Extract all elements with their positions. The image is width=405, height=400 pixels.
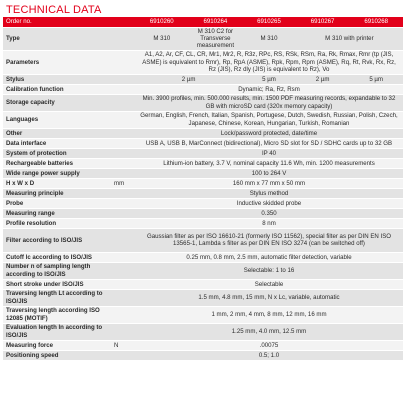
row-value: 2 µm xyxy=(135,74,242,84)
order-number: 6910267 xyxy=(296,17,350,28)
row-label: Positioning speed xyxy=(3,350,111,360)
row-value: M 310 xyxy=(242,28,296,51)
row-label: Measuring principle xyxy=(3,188,111,198)
table-row xyxy=(3,111,403,128)
row-label: Number n of sampling length according to ISO/JIS xyxy=(3,262,111,279)
row-unit: N xyxy=(111,340,135,350)
row-value: 8 nm xyxy=(135,218,403,228)
table-row xyxy=(3,323,403,340)
row-value: 5 µm xyxy=(242,74,296,84)
row-value: 0.5; 1.0 xyxy=(135,350,403,360)
table-row xyxy=(3,28,403,51)
row-value: German, English, French, Italian, Spanish, Portugese, Dutch, Swedish, Russian, Polish, Czech, Japanese, Chinese, Korean, Hungarian, Turkish, Romanian xyxy=(135,111,403,128)
order-number: 6910264 xyxy=(189,17,243,28)
row-label: Evaluation length ln according to ISO/JIS xyxy=(3,323,111,340)
table-row xyxy=(3,50,403,74)
row-value: 2 µm xyxy=(296,74,350,84)
row-label: Profile resolution xyxy=(3,218,111,228)
row-value: 1.5 mm, 4.8 mm, 15 mm, N x Lc, variable, automatic xyxy=(135,289,403,306)
table-row xyxy=(3,148,403,158)
row-label: Cutoff lc according to ISO/JIS xyxy=(3,252,111,262)
table-row xyxy=(3,168,403,178)
row-label: Wide range power supply xyxy=(3,168,111,178)
row-value: Stylus method xyxy=(135,188,403,198)
table-row xyxy=(3,228,403,252)
row-label: Parameters xyxy=(3,50,111,74)
row-label: Traversing length Lt according to ISO/JIS xyxy=(3,289,111,306)
table-row xyxy=(3,84,403,94)
table-row xyxy=(3,262,403,279)
order-number: 6910265 xyxy=(242,17,296,28)
row-value: 5 µm xyxy=(349,74,403,84)
table-row xyxy=(3,289,403,306)
row-label: Filter according to ISO/JIS xyxy=(3,228,111,252)
row-label: Rechargeable batteries xyxy=(3,158,111,168)
table-row xyxy=(3,252,403,262)
table-header-row xyxy=(3,17,403,28)
table-row xyxy=(3,279,403,289)
table-row xyxy=(3,138,403,148)
row-value: 0.25 mm, 0.8 mm, 2.5 mm, automatic filter detection, variable xyxy=(135,252,403,262)
order-number: 6910268 xyxy=(349,17,403,28)
table-row xyxy=(3,74,403,84)
row-label: H x W x D xyxy=(3,178,111,188)
table-row xyxy=(3,158,403,168)
table-row xyxy=(3,340,403,350)
order-number: 6910260 xyxy=(135,17,189,28)
row-value: 0.350 xyxy=(135,208,403,218)
row-value: Dynamic; Ra, Rz, Rsm xyxy=(135,84,403,94)
technical-data-table xyxy=(3,17,403,361)
row-label: Probe xyxy=(3,198,111,208)
row-value: A1, A2, Ar, CF, CL, CR, Mr1, Mr2, R, R3z, RPc, RS, RSk, RSm, Ra, Rk, Rmax, Rmr (tp (JIS, ASME) is equivalent to Rmr), Rp, RpA (ASME), Rpk, Rpm, Rpm (ASME), Rq, Rt, Rvk, Rx, Rz, Rz (JIS), Rz dly (JIS) is equivalent to Rz), Vo xyxy=(135,50,403,74)
row-value: Gaussian filter as per ISO 16610-21 (formerly ISO 11562), special filter as per DIN EN ISO 13565-1, Lambda s filter as per DIN EN ISO 3274 (can be switched off) xyxy=(135,228,403,252)
row-value: Inductive skidded probe xyxy=(135,198,403,208)
table-row xyxy=(3,188,403,198)
row-value: USB A, USB B, MarConnect (bidirectional), Micro SD slot for SD / SDHC cards up to 32 GB xyxy=(135,138,403,148)
row-label: Measuring range xyxy=(3,208,111,218)
table-row xyxy=(3,350,403,360)
row-unit: mm xyxy=(111,178,135,188)
row-value: Selectable xyxy=(135,279,403,289)
technical-data-title: TECHNICAL DATA xyxy=(6,4,102,16)
row-value: M 310 with printer xyxy=(296,28,403,51)
row-label: Other xyxy=(3,128,111,138)
row-value: Lock/password protected, date/time xyxy=(135,128,403,138)
unit-cell xyxy=(111,17,135,28)
table-row xyxy=(3,218,403,228)
row-value: .00075 xyxy=(135,340,403,350)
row-value: Lithium-ion battery, 3.7 V, nominal capacity 11.6 Wh, min. 1200 measurements xyxy=(135,158,403,168)
row-value: Selectable: 1 to 16 xyxy=(135,262,403,279)
row-label: Data interface xyxy=(3,138,111,148)
table-row xyxy=(3,178,403,188)
row-value: M 310 C2 for Transverse measurement xyxy=(189,28,243,51)
row-value: 1.25 mm, 4.0 mm, 12.5 mm xyxy=(135,323,403,340)
row-label: Traversing length according ISO 12085 (MOTIF) xyxy=(3,306,111,323)
row-label: Languages xyxy=(3,111,111,128)
row-label: Calibration function xyxy=(3,84,111,94)
row-label: Storage capacity xyxy=(3,94,111,111)
row-value: 160 mm x 77 mm x 50 mm xyxy=(135,178,403,188)
row-value: M 310 xyxy=(135,28,189,51)
row-label: Measuring force xyxy=(3,340,111,350)
row-label: Short stroke under ISO/JIS xyxy=(3,279,111,289)
row-value: 1 mm, 2 mm, 4 mm, 8 mm, 12 mm, 16 mm xyxy=(135,306,403,323)
table-row xyxy=(3,208,403,218)
order-no-label: Order no. xyxy=(3,17,111,28)
row-value: IP 40 xyxy=(135,148,403,158)
table-row xyxy=(3,306,403,323)
row-label: Stylus xyxy=(3,74,111,84)
table-row xyxy=(3,94,403,111)
row-value: Min. 3900 profiles, min. 500.000 results, min. 1500 PDF measuring records, expandable to 32 GB with microSD card (320x memory capacity) xyxy=(135,94,403,111)
table-row xyxy=(3,198,403,208)
table-row xyxy=(3,128,403,138)
row-label: System of protection xyxy=(3,148,111,158)
row-value: 100 to 264 V xyxy=(135,168,403,178)
row-label: Type xyxy=(3,28,111,51)
